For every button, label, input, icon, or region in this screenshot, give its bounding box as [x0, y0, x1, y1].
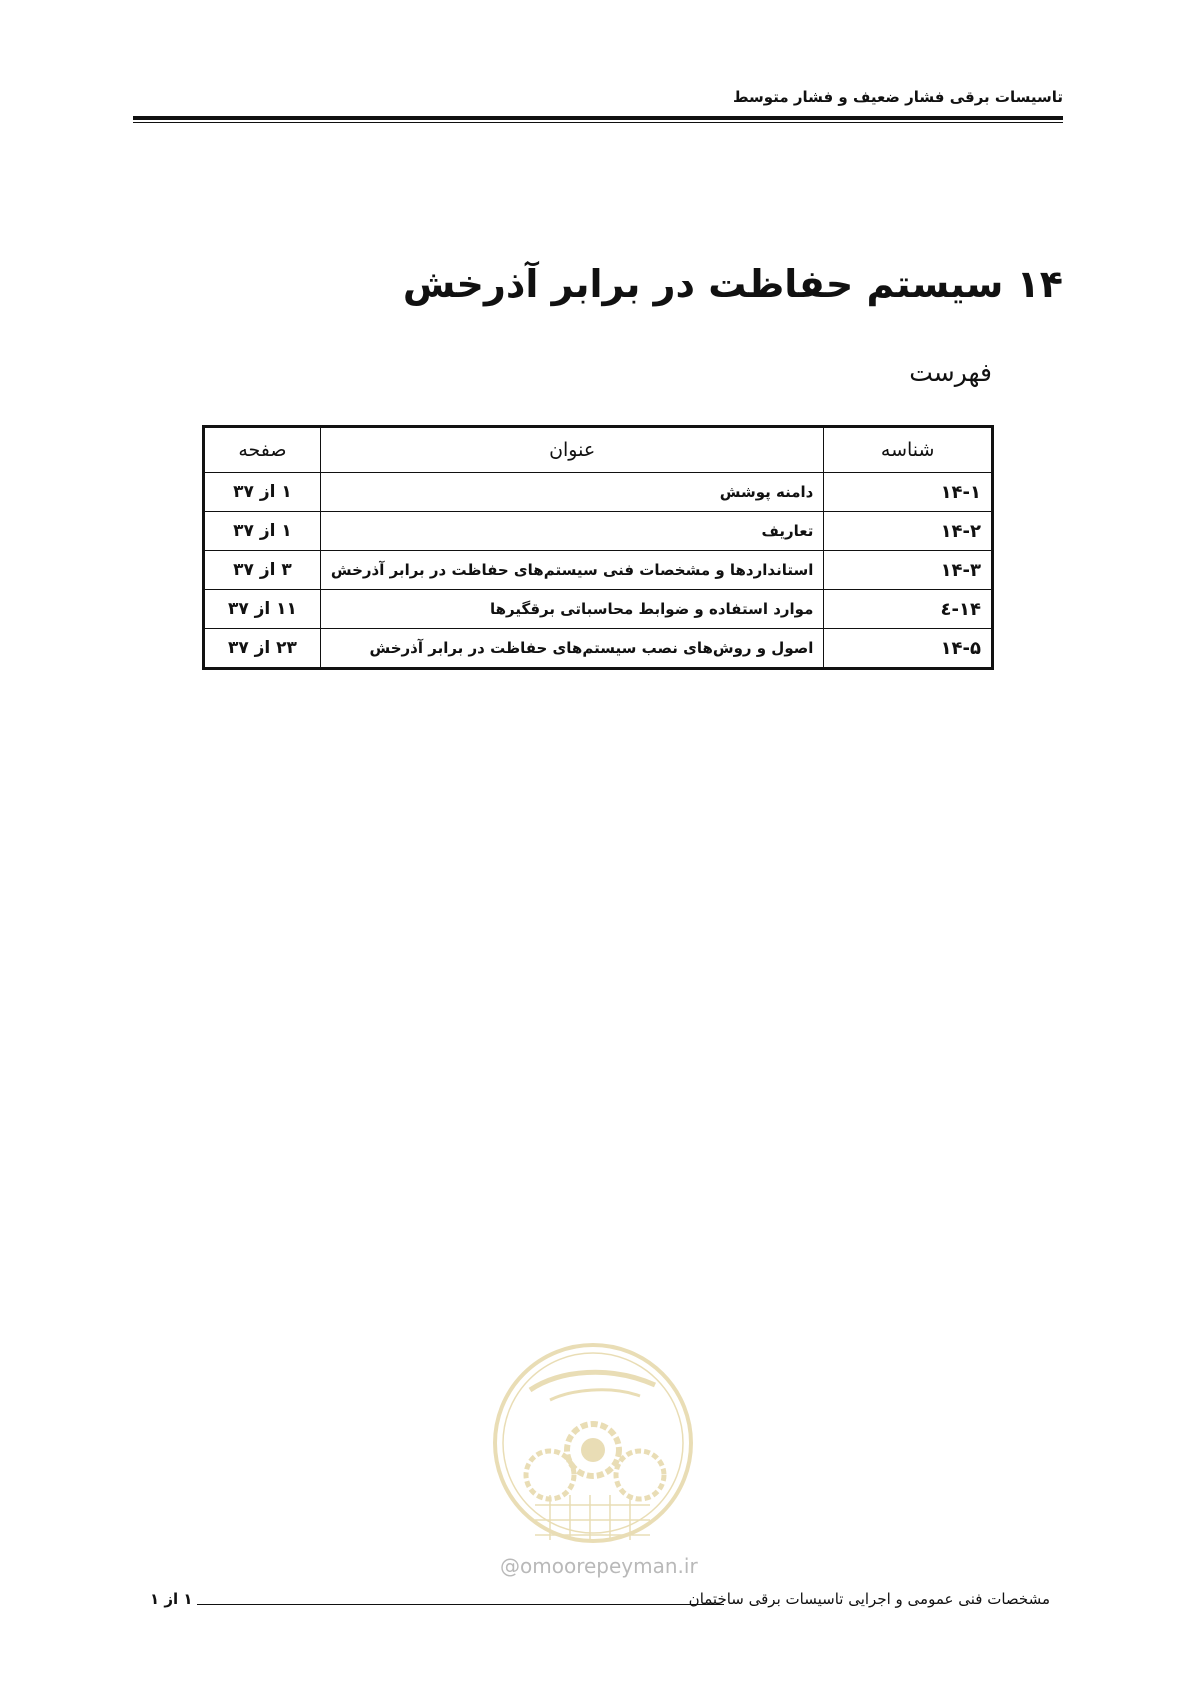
- row-page: ۱ از ۳۷: [204, 512, 321, 551]
- table-row: [204, 590, 993, 629]
- row-page: ۱ از ۳۷: [204, 473, 321, 512]
- table-row: [204, 473, 993, 512]
- row-id: ۱۴-۲: [824, 512, 993, 551]
- footer-page-number: ۱ از ۱: [150, 1590, 193, 1608]
- column-header-title: عنوان: [320, 427, 823, 473]
- header-rule-thin: [133, 122, 1063, 123]
- watermark-logo: [490, 1330, 696, 1556]
- page-footer: [150, 1588, 1050, 1618]
- row-id: ۱۴-٤: [824, 590, 993, 629]
- row-page: ۲۳ از ۳۷: [204, 629, 321, 669]
- table-row: [204, 629, 993, 669]
- row-title: دامنه پوشش: [320, 473, 823, 512]
- row-title: موارد استفاده و ضوابط محاسباتی برقگیرها: [320, 590, 823, 629]
- footer-rule: [197, 1604, 724, 1605]
- watermark-url: @omoorepeyman.ir: [500, 1554, 698, 1578]
- row-id: ۱۴-۳: [824, 551, 993, 590]
- toc-header-row: [204, 427, 993, 473]
- header-title: تاسیسات برقی فشار ضعیف و فشار متوسط: [732, 88, 1063, 106]
- column-header-id: شناسه: [824, 427, 993, 473]
- row-title: اصول و روش‌های نصب سیستم‌های حفاظت در برابر آذرخش: [320, 629, 823, 669]
- row-page: ۱۱ از ۳۷: [204, 590, 321, 629]
- row-id: ۱۴-۵: [824, 629, 993, 669]
- page-header: [133, 80, 1063, 114]
- toc-heading: فهرست: [909, 358, 992, 387]
- toc-table: [202, 425, 994, 670]
- row-title: تعاریف: [320, 512, 823, 551]
- seal-icon: [490, 1330, 696, 1556]
- row-title: استانداردها و مشخصات فنی سیستم‌های حفاظت در برابر آذرخش: [320, 551, 823, 590]
- table-row: [204, 551, 993, 590]
- row-page: ۳ از ۳۷: [204, 551, 321, 590]
- row-id: ۱۴-۱: [824, 473, 993, 512]
- header-rule: [133, 116, 1063, 120]
- column-header-page: صفحه: [204, 427, 321, 473]
- footer-text: مشخصات فنی عمومی و اجرایی تاسیسات برقی ساختمان: [688, 1590, 1050, 1608]
- table-row: [204, 512, 993, 551]
- chapter-title: ۱۴ سیستم حفاظت در برابر آذرخش: [402, 262, 1063, 306]
